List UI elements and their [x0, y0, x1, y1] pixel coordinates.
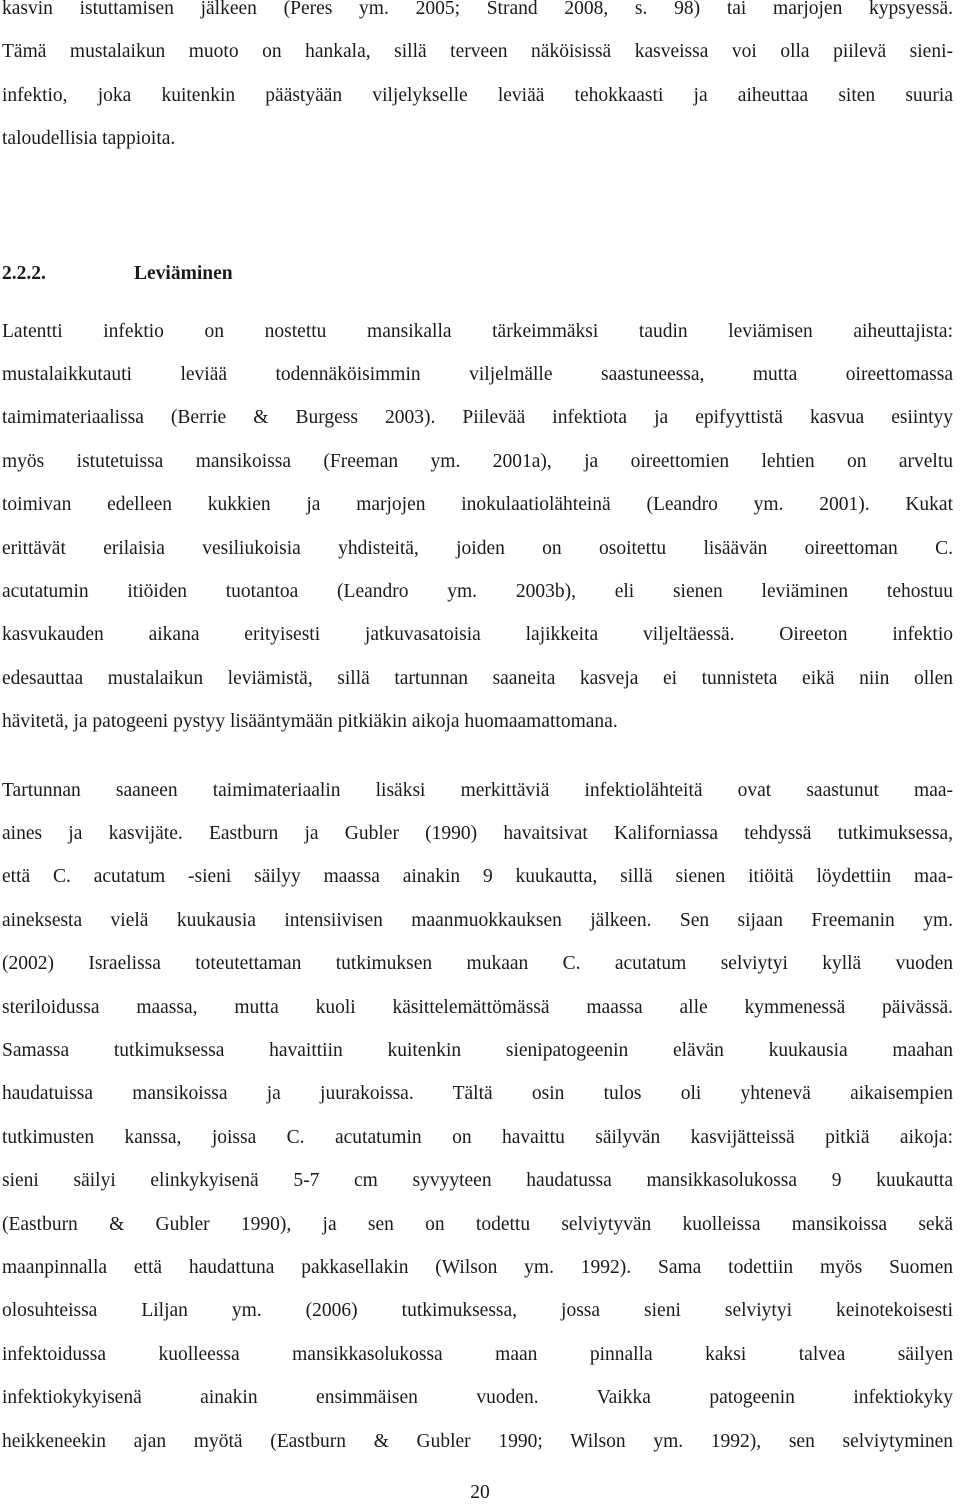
- text-line: kasvin istuttamisen jälkeen (Peres ym. 2005; Strand 2008, s. 98) tai marjojen kypsyessä.: [2, 0, 953, 19]
- section-number: 2.2.2.: [2, 263, 46, 284]
- text-line: aineksesta vielä kuukausia intensiivisen maanmuokkauksen jälkeen. Sen sijaan Freemanin ym.: [2, 910, 953, 931]
- text-line: mustalaikkutauti leviää todennäköisimmin viljelmälle saastuneessa, mutta oireettomassa: [2, 364, 953, 385]
- text-line: kasvukauden aikana erityisesti jatkuvasatoisia lajikkeita viljeltäessä. Oireeton infektio: [2, 624, 953, 645]
- text-line: sieni säilyi elinkykyisenä 5-7 cm syvyyteen haudatussa mansikkasolukossa 9 kuukautta: [2, 1170, 953, 1191]
- text-line: olosuhteissa Liljan ym. (2006) tutkimuksessa, jossa sieni selviytyi keinotekoisesti: [2, 1300, 953, 1321]
- text-line: tutkimusten kanssa, joissa C. acutatumin on havaittu säilyvän kasvijätteissä pitkiä aikoja:: [2, 1127, 953, 1148]
- text-line: (Eastburn & Gubler 1990), ja sen on todettu selviytyvän kuolleissa mansikoissa sekä: [2, 1214, 953, 1235]
- text-line: Tämä mustalaikun muoto on hankala, sillä terveen näköisissä kasveissa voi olla piilevä sieni-: [2, 41, 953, 62]
- text-line: Tartunnan saaneen taimimateriaalin lisäksi merkittäviä infektiolähteitä ovat saastunut maa-: [2, 780, 953, 801]
- text-line: Latentti infektio on nostettu mansikalla tärkeimmäksi taudin leviämisen aiheuttajista:: [2, 321, 953, 342]
- text-line: Samassa tutkimuksessa havaittiin kuitenkin sienipatogeenin elävän kuukausia maahan: [2, 1040, 953, 1061]
- text-line: infektio, joka kuitenkin päästyään viljelykselle leviää tehokkaasti ja aiheuttaa siten suuria: [2, 85, 953, 106]
- text-line: että C. acutatum -sieni säilyy maassa ainakin 9 kuukautta, sillä sienen itiöitä löydettiin maa-: [2, 866, 953, 887]
- text-line: acutatumin itiöiden tuotantoa (Leandro ym. 2003b), eli sienen leviäminen tehostuu: [2, 581, 953, 602]
- text-line: hävitetä, ja patogeeni pystyy lisääntymään pitkiäkin aikoja huomaamattomana.: [2, 711, 618, 732]
- text-line: maanpinnalla että haudattuna pakkasellakin (Wilson ym. 1992). Sama todettiin myös Suomen: [2, 1257, 953, 1278]
- text-line: myös istutetuissa mansikoissa (Freeman ym. 2001a), ja oireettomien lehtien on arveltu: [2, 451, 953, 472]
- text-line: taloudellisia tappioita.: [2, 128, 176, 149]
- text-line: erittävät erilaisia vesiliukoisia yhdisteitä, joiden on osoitettu lisäävän oireettoman C.: [2, 538, 953, 559]
- text-line: edesauttaa mustalaikun leviämistä, sillä tartunnan saaneita kasveja ei tunnisteta eikä niin ollen: [2, 668, 953, 689]
- text-line: aines ja kasvijäte. Eastburn ja Gubler (1990) havaitsivat Kaliforniassa tehdyssä tutkimuksessa,: [2, 823, 953, 844]
- text-line: taimimateriaalissa (Berrie & Burgess 2003). Piilevää infektiota ja epifyyttistä kasvua esiintyy: [2, 407, 953, 428]
- text-line: heikkeneekin ajan myötä (Eastburn & Gubler 1990; Wilson ym. 1992), sen selviytyminen: [2, 1431, 953, 1452]
- text-line: infektiokykyisenä ainakin ensimmäisen vuoden. Vaikka patogeenin infektiokyky: [2, 1387, 953, 1408]
- text-line: toimivan edelleen kukkien ja marjojen inokulaatiolähteinä (Leandro ym. 2001). Kukat: [2, 494, 953, 515]
- text-line: (2002) Israelissa toteutettaman tutkimuksen mukaan C. acutatum selviytyi kyllä vuoden: [2, 953, 953, 974]
- text-line: infektoidussa kuolleessa mansikkasolukossa maan pinnalla kaksi talvea säilyen: [2, 1344, 953, 1365]
- section-title: Leviäminen: [134, 263, 233, 284]
- text-line: steriloidussa maassa, mutta kuoli käsittelemättömässä maassa alle kymmenessä päivässä.: [2, 997, 953, 1018]
- text-line: haudatuissa mansikoissa ja juurakoissa. Tältä osin tulos oli yhtenevä aikaisempien: [2, 1083, 953, 1104]
- section-heading: [2, 262, 233, 286]
- page-number: 20: [470, 1482, 490, 1503]
